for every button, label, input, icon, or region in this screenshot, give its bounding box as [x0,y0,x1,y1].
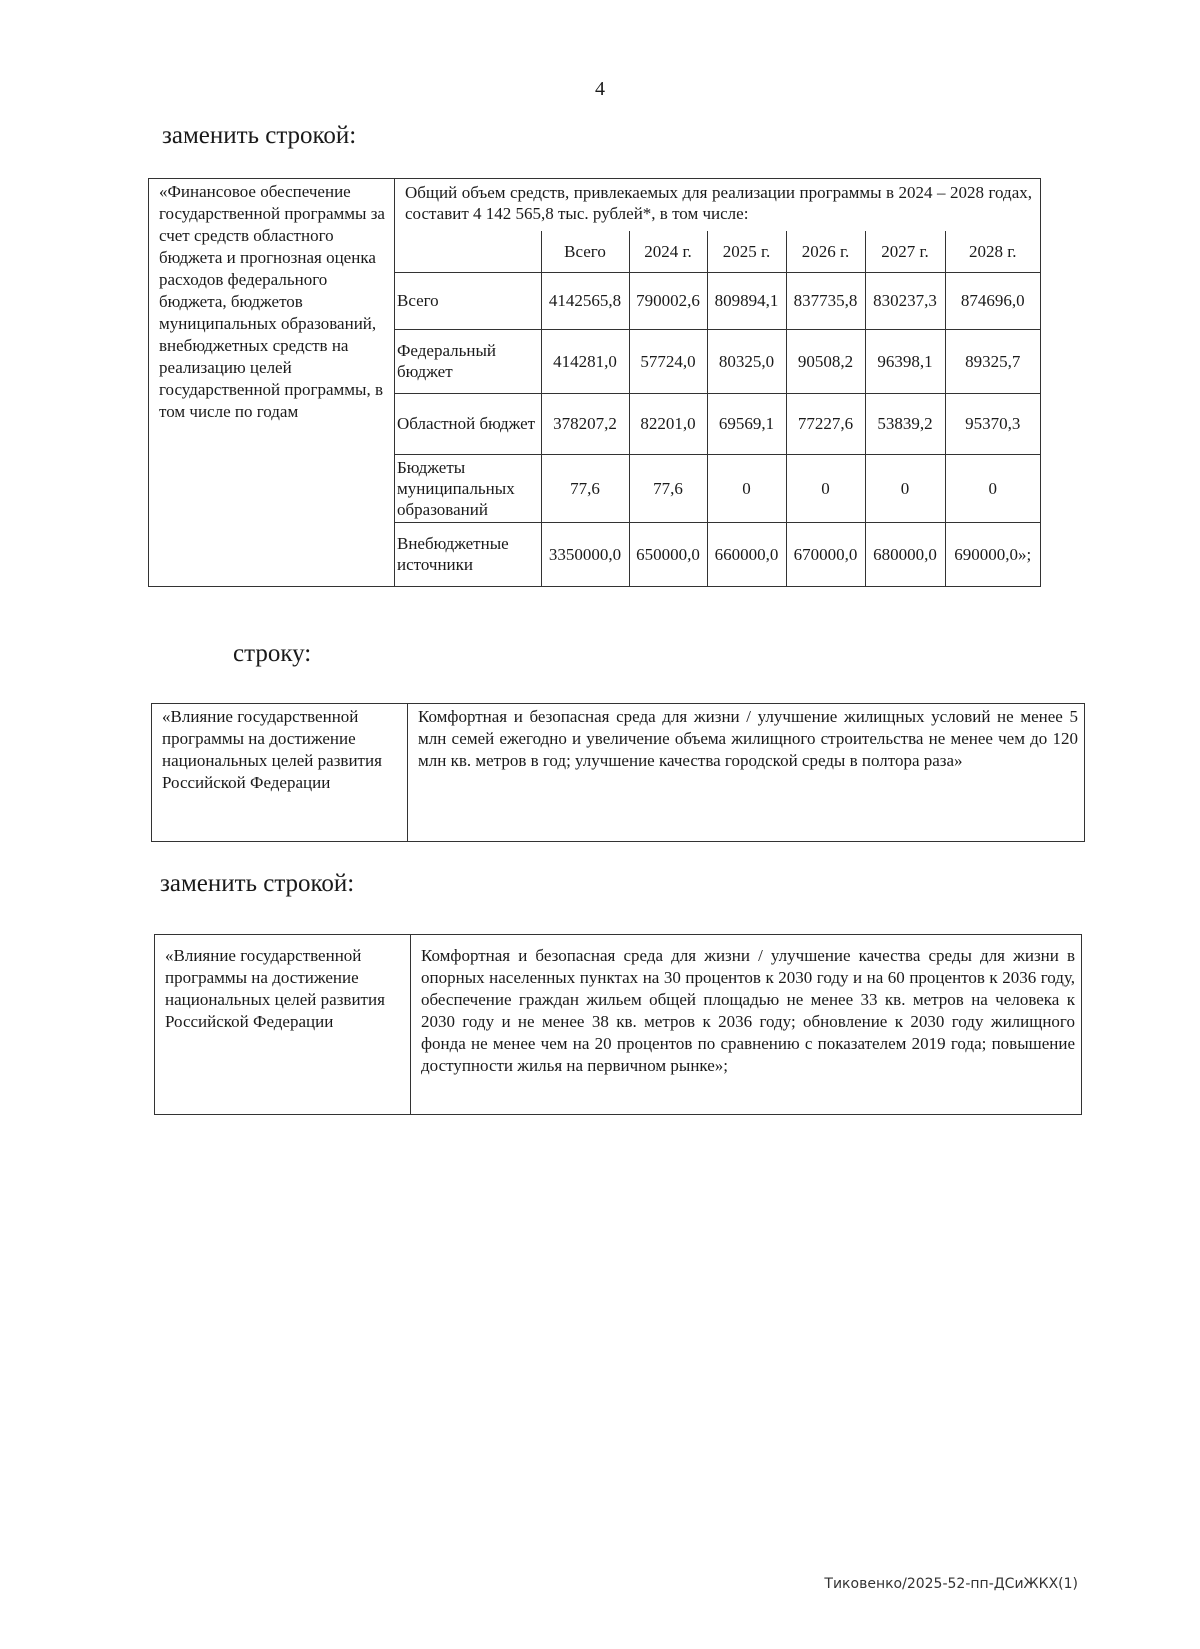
value-cell: 96398,1 [865,329,945,393]
value-cell: 378207,2 [541,393,629,455]
header-cell: Всего [541,231,629,272]
impact-old-text: Комфортная и безопасная среда для жизни / улучшение жилищных условий не менее 5 млн семей ежегодно и увеличение объема жилищного строительства не менее чем до 120 млн кв. метров в год; улучшение качества городской среды в полтора раза» [408,704,1085,842]
page-number: 4 [595,78,605,100]
financing-header-row [395,231,1040,272]
header-cell: 2026 г. [786,231,865,272]
value-cell: 3350000,0 [541,522,629,586]
value-cell: 57724,0 [629,329,707,393]
heading-line: строку: [233,640,312,667]
financing-intro: Общий объем средств, привлекаемых для реализации программы в 2024 – 2028 годах, составит 4 142 565,8 тыс. рублей*, в том числе: [405,183,1032,223]
value-cell: 4142565,8 [541,272,629,329]
header-cell: 2024 г. [629,231,707,272]
value-cell: 809894,1 [707,272,786,329]
table-row [395,393,1040,455]
heading-replace-1: заменить строкой: [162,122,357,149]
value-cell: 77,6 [629,455,707,523]
row-label: Областной бюджет [395,393,541,455]
heading-replace-2: заменить строкой: [160,870,355,897]
impact-table-new [154,934,1082,1115]
row-label: Федеральный бюджет [395,329,541,393]
financing-details [395,179,1041,587]
value-cell: 0 [945,455,1040,523]
value-cell: 0 [707,455,786,523]
table-row [395,272,1040,329]
value-cell: 90508,2 [786,329,865,393]
header-empty [395,231,541,272]
table-row [395,522,1040,586]
value-cell: 89325,7 [945,329,1040,393]
header-cell: 2027 г. [865,231,945,272]
value-cell: 670000,0 [786,522,865,586]
row-label: Бюджеты муниципальных образований [395,455,541,523]
financing-description: «Финансовое обеспечение государственной программы за счет средств областного бюджета и прогнозная оценка расходов федерального бюджета, бюджетов муниципальных образований, внебюджетных средств на реализацию целей государственной программы, в том числе по годам [149,179,395,587]
value-cell: 77227,6 [786,393,865,455]
value-cell: 790002,6 [629,272,707,329]
value-cell: 660000,0 [707,522,786,586]
value-cell: 690000,0»; [945,522,1040,586]
document-footer: Тиковенко/2025-52-пп-ДСиЖКХ(1) [824,1576,1078,1592]
value-cell: 69569,1 [707,393,786,455]
row-label: Внебюджетные источники [395,522,541,586]
value-cell: 650000,0 [629,522,707,586]
impact-table-old [151,703,1085,842]
impact-new-text: Комфортная и безопасная среда для жизни / улучшение качества среды для жизни в опорных населенных пунктах на 30 процентов к 2030 году и на 60 процентов к 2036 году, обеспечение граждан жильем общей площадью не менее 33 кв. метров на человека к 2030 году и не менее 38 кв. метров к 2036 году; обновление к 2030 году жилищного фонда не менее чем на 20 процентов по сравнению с показателем 2019 года; повышение доступности жилья на первичном рынке»; [411,935,1082,1115]
value-cell: 0 [786,455,865,523]
value-cell: 77,6 [541,455,629,523]
impact-new-label: «Влияние государственной программы на достижение национальных целей развития Российской Федерации [155,935,411,1115]
header-cell: 2028 г. [945,231,1040,272]
header-cell: 2025 г. [707,231,786,272]
value-cell: 830237,3 [865,272,945,329]
value-cell: 0 [865,455,945,523]
row-label: Всего [395,272,541,329]
value-cell: 837735,8 [786,272,865,329]
financing-grid [395,231,1040,586]
value-cell: 53839,2 [865,393,945,455]
table-row [395,455,1040,523]
value-cell: 82201,0 [629,393,707,455]
impact-old-label: «Влияние государственной программы на достижение национальных целей развития Российской Федерации [152,704,408,842]
value-cell: 95370,3 [945,393,1040,455]
table-row [395,329,1040,393]
value-cell: 414281,0 [541,329,629,393]
value-cell: 874696,0 [945,272,1040,329]
financing-table [148,178,1041,587]
value-cell: 680000,0 [865,522,945,586]
value-cell: 80325,0 [707,329,786,393]
